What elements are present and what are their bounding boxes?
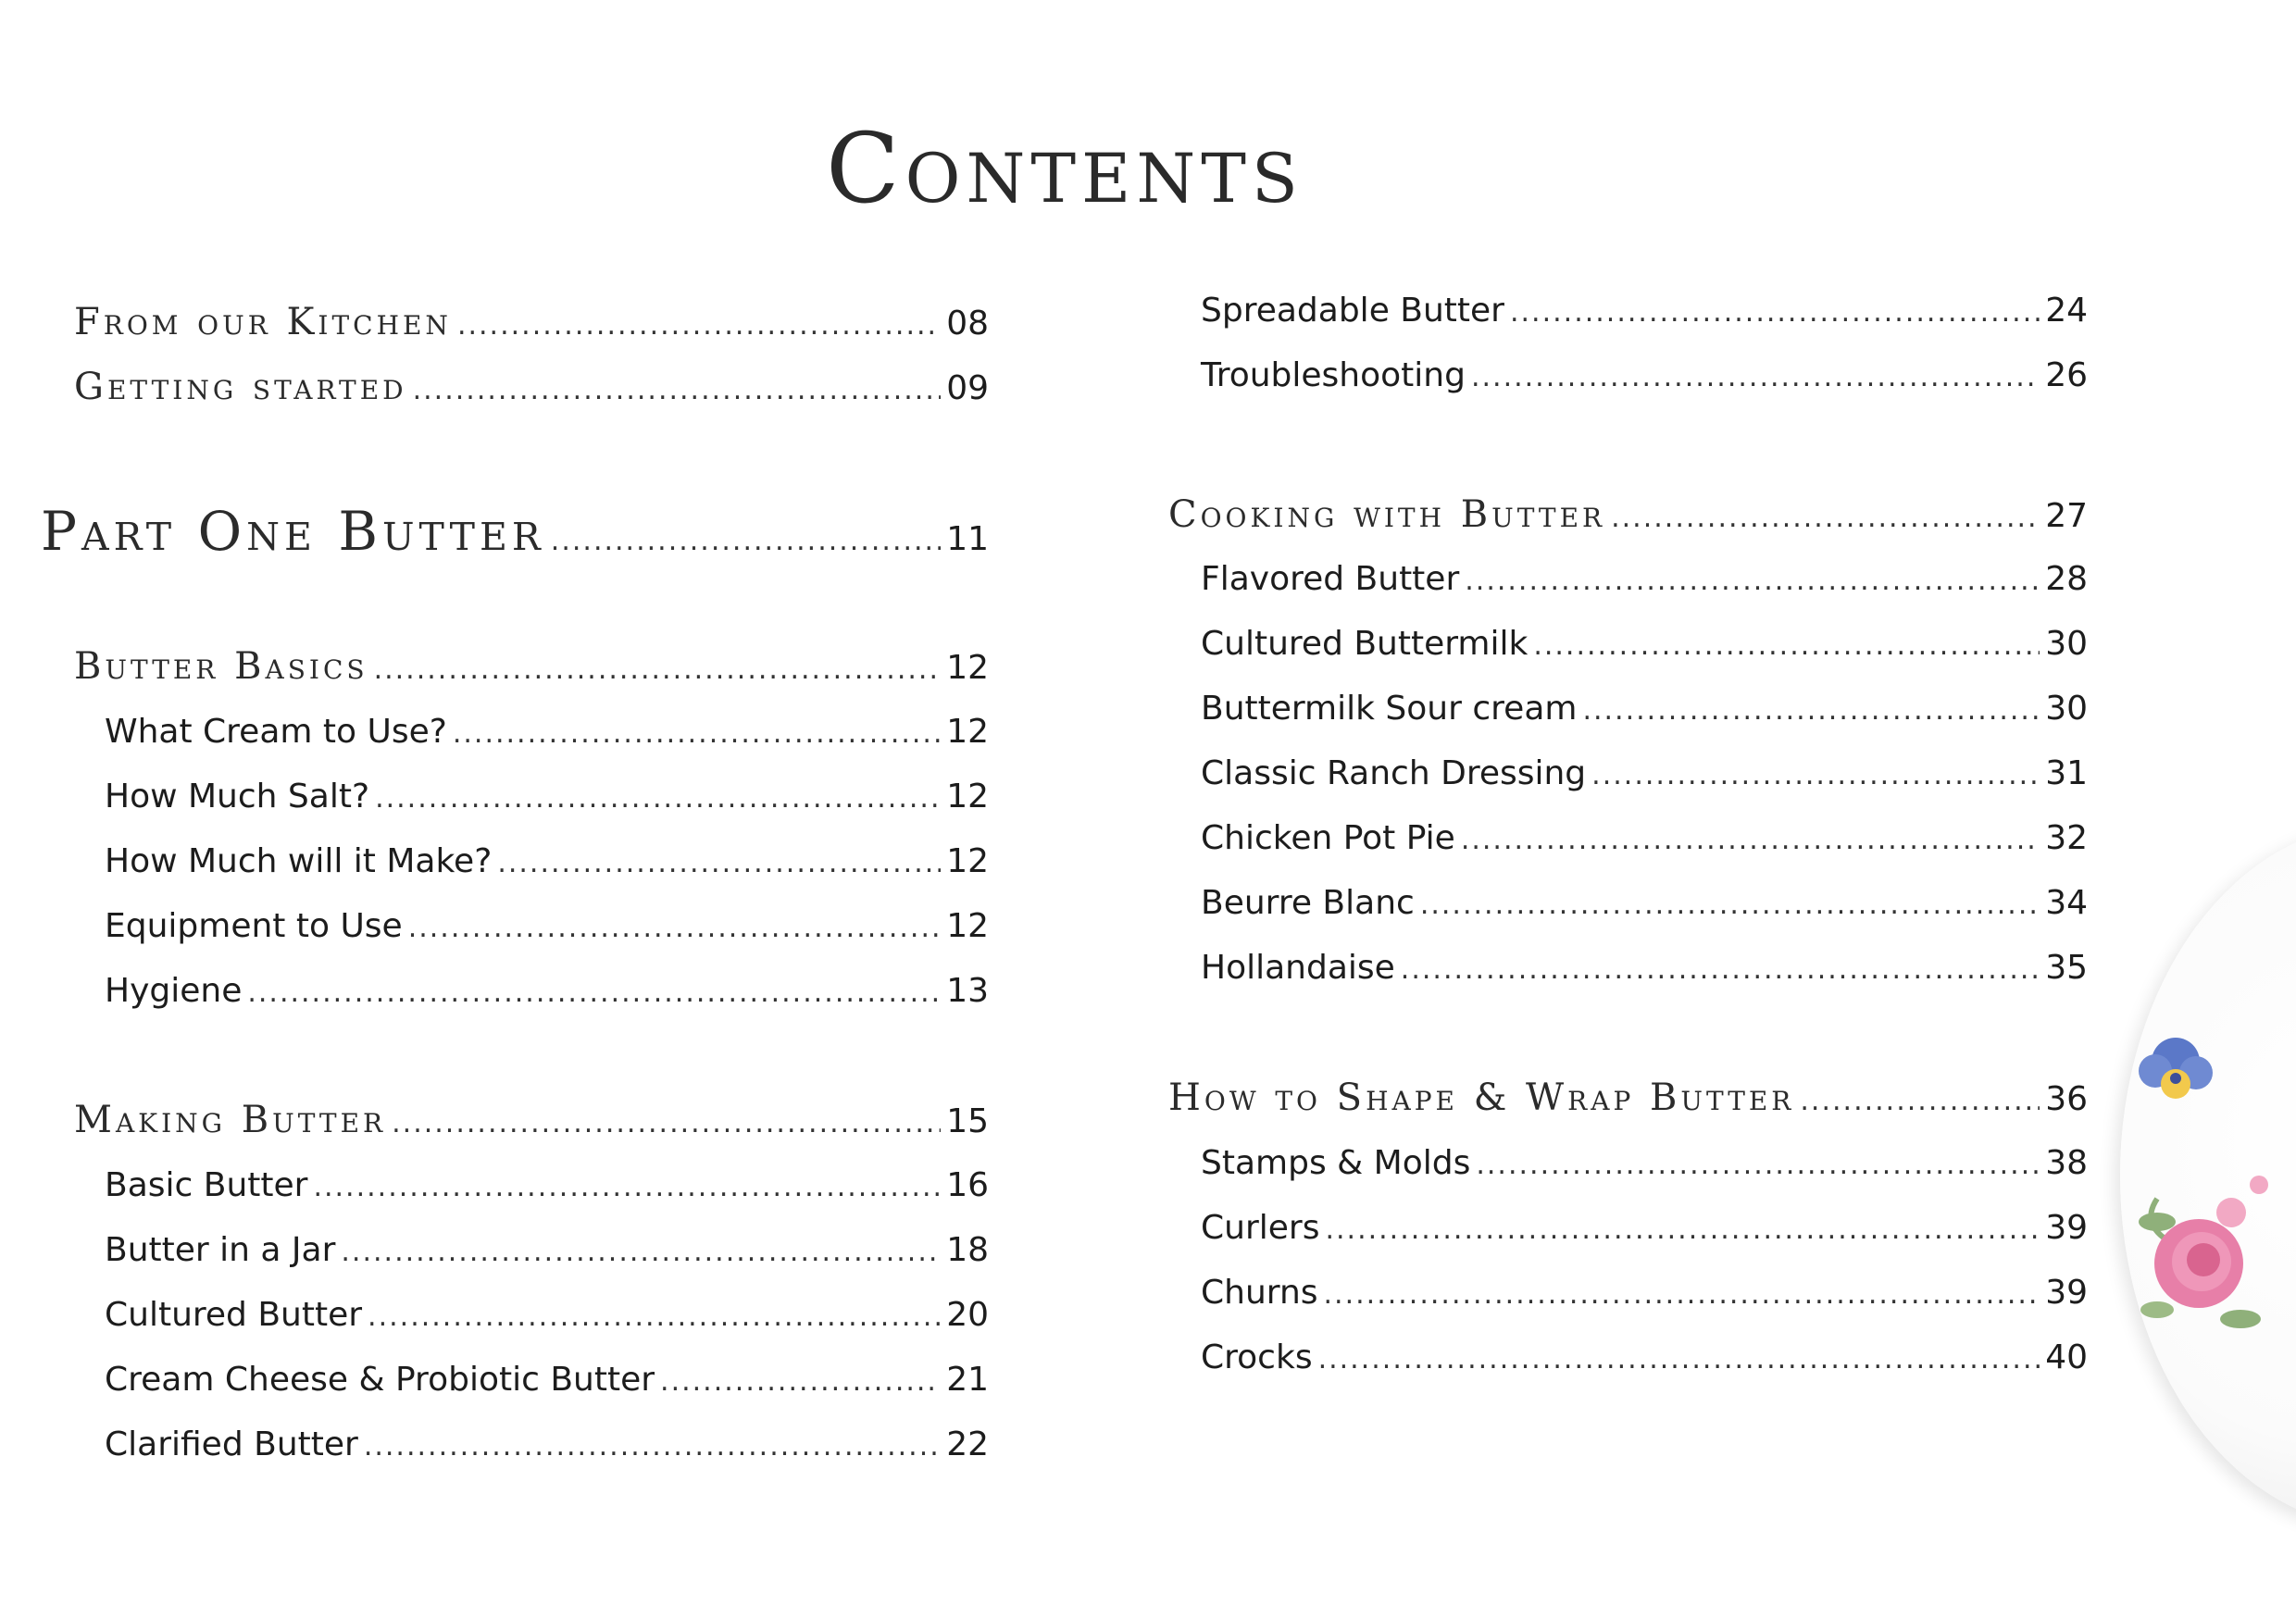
toc-entry-page: 12: [946, 778, 989, 815]
toc-entry-label: Hygiene: [105, 972, 243, 1010]
dot-leader: [1318, 1343, 2040, 1375]
toc-entry-label: Getting started: [74, 366, 407, 408]
toc-entry-page: 15: [946, 1102, 989, 1140]
toc-entry[interactable]: [105, 907, 989, 945]
dot-leader: [1591, 759, 2040, 791]
toc-entry[interactable]: [74, 645, 989, 688]
toc-entry-page: 40: [2045, 1338, 2088, 1376]
dot-leader: [374, 653, 942, 686]
toc-entry-page: 34: [2045, 884, 2088, 922]
dot-leader: [1465, 565, 2040, 597]
toc-entry-label: Crocks: [1201, 1338, 1313, 1376]
toc-entry[interactable]: [1168, 1077, 2088, 1119]
toc-entry[interactable]: [1201, 1209, 2088, 1247]
page-title: Contents: [826, 112, 1304, 225]
toc-entry-page: 32: [2045, 819, 2088, 857]
toc-entry-label: Classic Ranch Dressing: [1201, 754, 1587, 792]
toc-entry-page: 39: [2045, 1274, 2088, 1312]
toc-entry[interactable]: [105, 713, 989, 751]
floral-decoration-icon: [2120, 1014, 2296, 1402]
toc-entry-page: 39: [2045, 1209, 2088, 1247]
toc-entry-label: Buttermilk Sour cream: [1201, 690, 1578, 728]
toc-entry-label: Cultured Butter: [105, 1296, 363, 1334]
toc-entry-label: What Cream to Use?: [105, 713, 447, 751]
toc-entry-page: 13: [946, 972, 989, 1010]
toc-entry-label: Butter in a Jar: [105, 1231, 336, 1269]
toc-entry-label: Churns: [1201, 1274, 1318, 1312]
toc-entry-label: Hollandaise: [1201, 949, 1395, 987]
toc-entry-label: Equipment to Use: [105, 907, 403, 945]
toc-entry[interactable]: [105, 778, 989, 815]
toc-entry-page: 38: [2045, 1144, 2088, 1182]
blue-pansy-icon: [2139, 1038, 2213, 1099]
toc-entry-label: Spreadable Butter: [1201, 292, 1504, 330]
toc-entry-label: From our Kitchen: [74, 301, 452, 343]
dot-leader: [1401, 953, 2040, 986]
dot-leader: [1325, 1214, 2040, 1246]
toc-entry-label: Troubleshooting: [1201, 356, 1466, 394]
toc-entry[interactable]: [105, 1361, 989, 1399]
dot-leader: [660, 1365, 941, 1398]
dot-leader: [1471, 361, 2040, 393]
dot-leader: [453, 717, 941, 750]
toc-entry-page: 24: [2045, 292, 2088, 330]
dot-leader: [368, 1301, 941, 1333]
toc-entry[interactable]: [41, 500, 989, 563]
toc-entry[interactable]: [1168, 493, 2088, 536]
dot-leader: [1611, 502, 2040, 534]
dot-leader: [1461, 824, 2040, 856]
toc-entry[interactable]: [105, 1425, 989, 1463]
toc-entry-label: How Much will it Make?: [105, 842, 493, 880]
dot-leader: [1476, 1149, 2040, 1181]
toc-entry-label: Beurre Blanc: [1201, 884, 1415, 922]
toc-entry-label: Stamps & Molds: [1201, 1144, 1471, 1182]
toc-entry-page: 21: [946, 1361, 989, 1399]
toc-entry-page: 31: [2045, 754, 2088, 792]
toc-entry-label: Flavored Butter: [1201, 560, 1460, 598]
toc-entry-page: 09: [946, 369, 989, 407]
toc-entry-page: 36: [2045, 1080, 2088, 1118]
toc-entry-page: 30: [2045, 690, 2088, 728]
dot-leader: [551, 525, 941, 557]
dot-leader: [341, 1236, 941, 1268]
toc-entry-page: 27: [2045, 497, 2088, 535]
toc-entry-label: Curlers: [1201, 1209, 1320, 1247]
toc-entry[interactable]: [1201, 560, 2088, 598]
toc-entry-page: 11: [946, 520, 989, 558]
dot-leader: [247, 977, 941, 1009]
toc-entry-label: How Much Salt?: [105, 778, 370, 815]
toc-entry[interactable]: [1201, 884, 2088, 922]
toc-entry-label: How to Shape & Wrap Butter: [1168, 1077, 1795, 1119]
toc-entry-page: 26: [2045, 356, 2088, 394]
toc-entry[interactable]: [105, 1231, 989, 1269]
toc-entry-page: 12: [946, 907, 989, 945]
toc-entry-page: 12: [946, 649, 989, 687]
dot-leader: [364, 1430, 941, 1462]
dot-leader: [392, 1107, 941, 1139]
dot-leader: [1324, 1278, 2040, 1311]
dot-leader: [1800, 1085, 2040, 1117]
toc-entry-label: Basic Butter: [105, 1166, 308, 1204]
toc-entry-page: 18: [946, 1231, 989, 1269]
toc-entry[interactable]: [1201, 754, 2088, 792]
toc-entry-label: Cultured Buttermilk: [1201, 625, 1529, 663]
toc-entry[interactable]: [105, 842, 989, 880]
toc-entry[interactable]: [1201, 819, 2088, 857]
dot-leader: [497, 847, 941, 879]
toc-entry-label: Chicken Pot Pie: [1201, 819, 1455, 857]
toc-entry-page: 08: [946, 305, 989, 342]
toc-entry[interactable]: [1201, 292, 2088, 330]
toc-entry[interactable]: [1201, 356, 2088, 394]
toc-entry[interactable]: [105, 972, 989, 1010]
dot-leader: [313, 1171, 941, 1203]
toc-entry-page: 20: [946, 1296, 989, 1334]
toc-entry-page: 35: [2045, 949, 2088, 987]
toc-entry-page: 30: [2045, 625, 2088, 663]
dot-leader: [408, 912, 941, 944]
toc-entry[interactable]: [74, 1099, 989, 1141]
dot-leader: [1420, 889, 2040, 921]
toc-entry[interactable]: [1201, 690, 2088, 728]
dot-leader: [1510, 296, 2040, 329]
toc-entry-label: Making Butter: [74, 1099, 387, 1141]
toc-entry[interactable]: [105, 1296, 989, 1334]
toc-entry[interactable]: [1201, 1144, 2088, 1182]
toc-entry-page: 16: [946, 1166, 989, 1204]
dot-leader: [413, 374, 942, 406]
toc-entry-page: 12: [946, 842, 989, 880]
toc-entry[interactable]: [74, 366, 989, 408]
dot-leader: [1533, 629, 2040, 662]
toc-entry-label: Butter Basics: [74, 645, 368, 688]
toc-entry-label: Cooking with Butter: [1168, 493, 1606, 536]
toc-entry-page: 22: [946, 1425, 989, 1463]
toc-entry[interactable]: [105, 1166, 989, 1204]
toc-entry-label: Clarified Butter: [105, 1425, 358, 1463]
toc-entry[interactable]: [1201, 1338, 2088, 1376]
toc-entry[interactable]: [1201, 949, 2088, 987]
toc-entry[interactable]: [1201, 1274, 2088, 1312]
toc-entry[interactable]: [1201, 625, 2088, 663]
dot-leader: [457, 309, 941, 342]
pink-rose-icon: [2139, 1176, 2268, 1328]
dot-leader: [1582, 694, 2040, 727]
toc-entry[interactable]: [74, 301, 989, 343]
toc-entry-page: 12: [946, 713, 989, 751]
toc-entry-label: Cream Cheese & Probiotic Butter: [105, 1361, 655, 1399]
dot-leader: [375, 782, 941, 815]
toc-entry-label: Part One Butter: [41, 500, 545, 563]
toc-entry-page: 28: [2045, 560, 2088, 598]
